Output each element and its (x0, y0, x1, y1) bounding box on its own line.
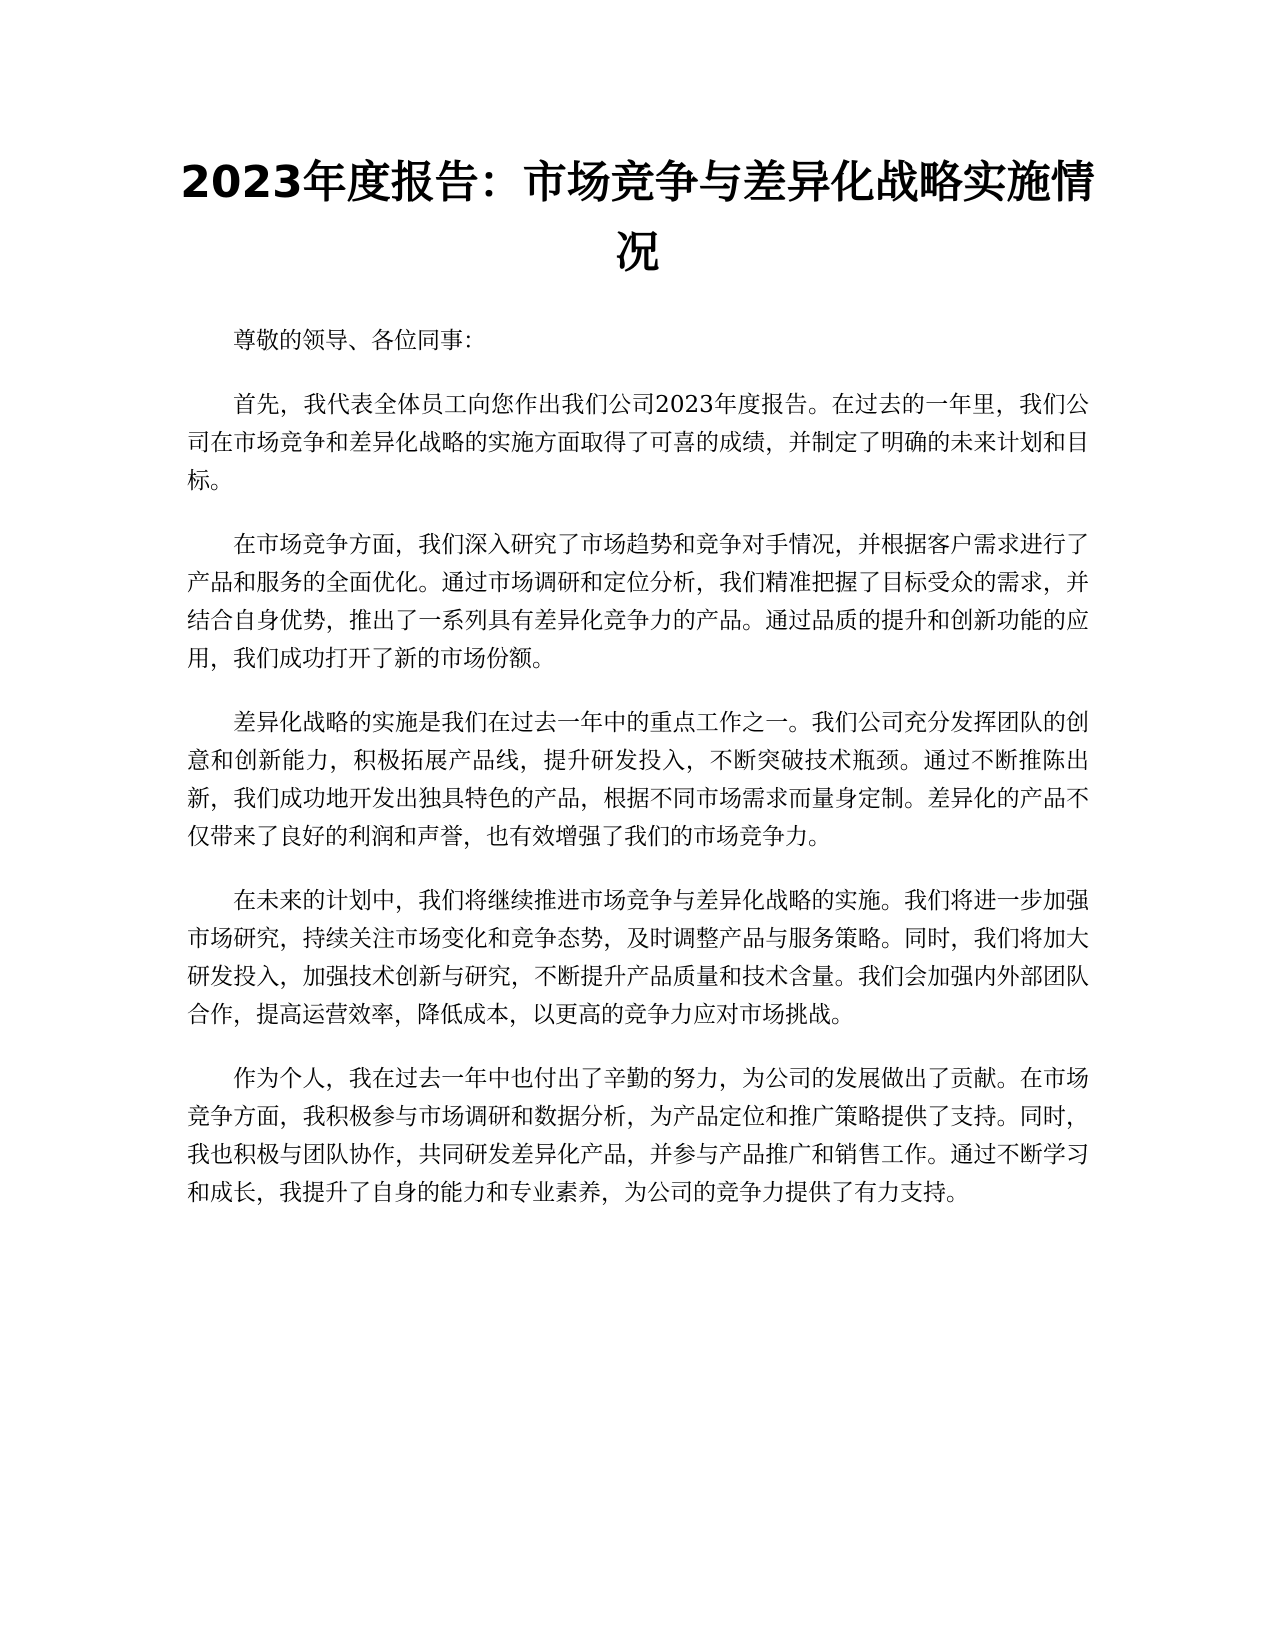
future-plan-paragraph: 在未来的计划中，我们将继续推进市场竞争与差异化战略的实施。我们将进一步加强市场研究，持续关注市场变化和竞争态势，及时调整产品与服务策略。同时，我们将加大研发投入，加强技术创新与研究，不断提升产品质量和技术含量。我们会加强内外部团队合作，提高运营效率，降低成本，以更高的竞争力应对市场挑战。 (187, 888, 1089, 1028)
market-competition-paragraph: 在市场竞争方面，我们深入研究了市场趋势和竞争对手情况，并根据客户需求进行了产品和服务的全面优化。通过市场调研和定位分析，我们精准把握了目标受众的需求，并结合自身优势，推出了一系列具有差异化竞争力的产品。通过品质的提升和创新功能的应用，我们成功打开了新的市场份额。 (187, 532, 1089, 672)
personal-contribution-paragraph: 作为个人，我在过去一年中也付出了辛勤的努力，为公司的发展做出了贡献。在市场竞争方面，我积极参与市场调研和数据分析，为产品定位和推广策略提供了支持。同时，我也积极与团队协作，共同研发差异化产品，并参与产品推广和销售工作。通过不断学习和成长，我提升了自身的能力和专业素养，为公司的竞争力提供了有力支持。 (187, 1066, 1089, 1206)
intro-paragraph: 首先，我代表全体员工向您作出我们公司2023年度报告。在过去的一年里，我们公司在市场竞争和差异化战略的实施方面取得了可喜的成绩，并制定了明确的未来计划和目标。 (187, 392, 1089, 494)
document-title: 2023年度报告：市场竞争与差异化战略实施情况 (180, 157, 1095, 278)
differentiation-strategy-paragraph: 差异化战略的实施是我们在过去一年中的重点工作之一。我们公司充分发挥团队的创意和创新能力，积极拓展产品线，提升研发投入，不断突破技术瓶颈。通过不断推陈出新，我们成功地开发出独具特色的产品，根据不同市场需求而量身定制。差异化的产品不仅带来了良好的利润和声誉，也有效增强了我们的市场竞争力。 (187, 710, 1089, 850)
document-body (187, 322, 1089, 1238)
salutation-paragraph: 尊敬的领导、各位同事： (233, 328, 486, 354)
